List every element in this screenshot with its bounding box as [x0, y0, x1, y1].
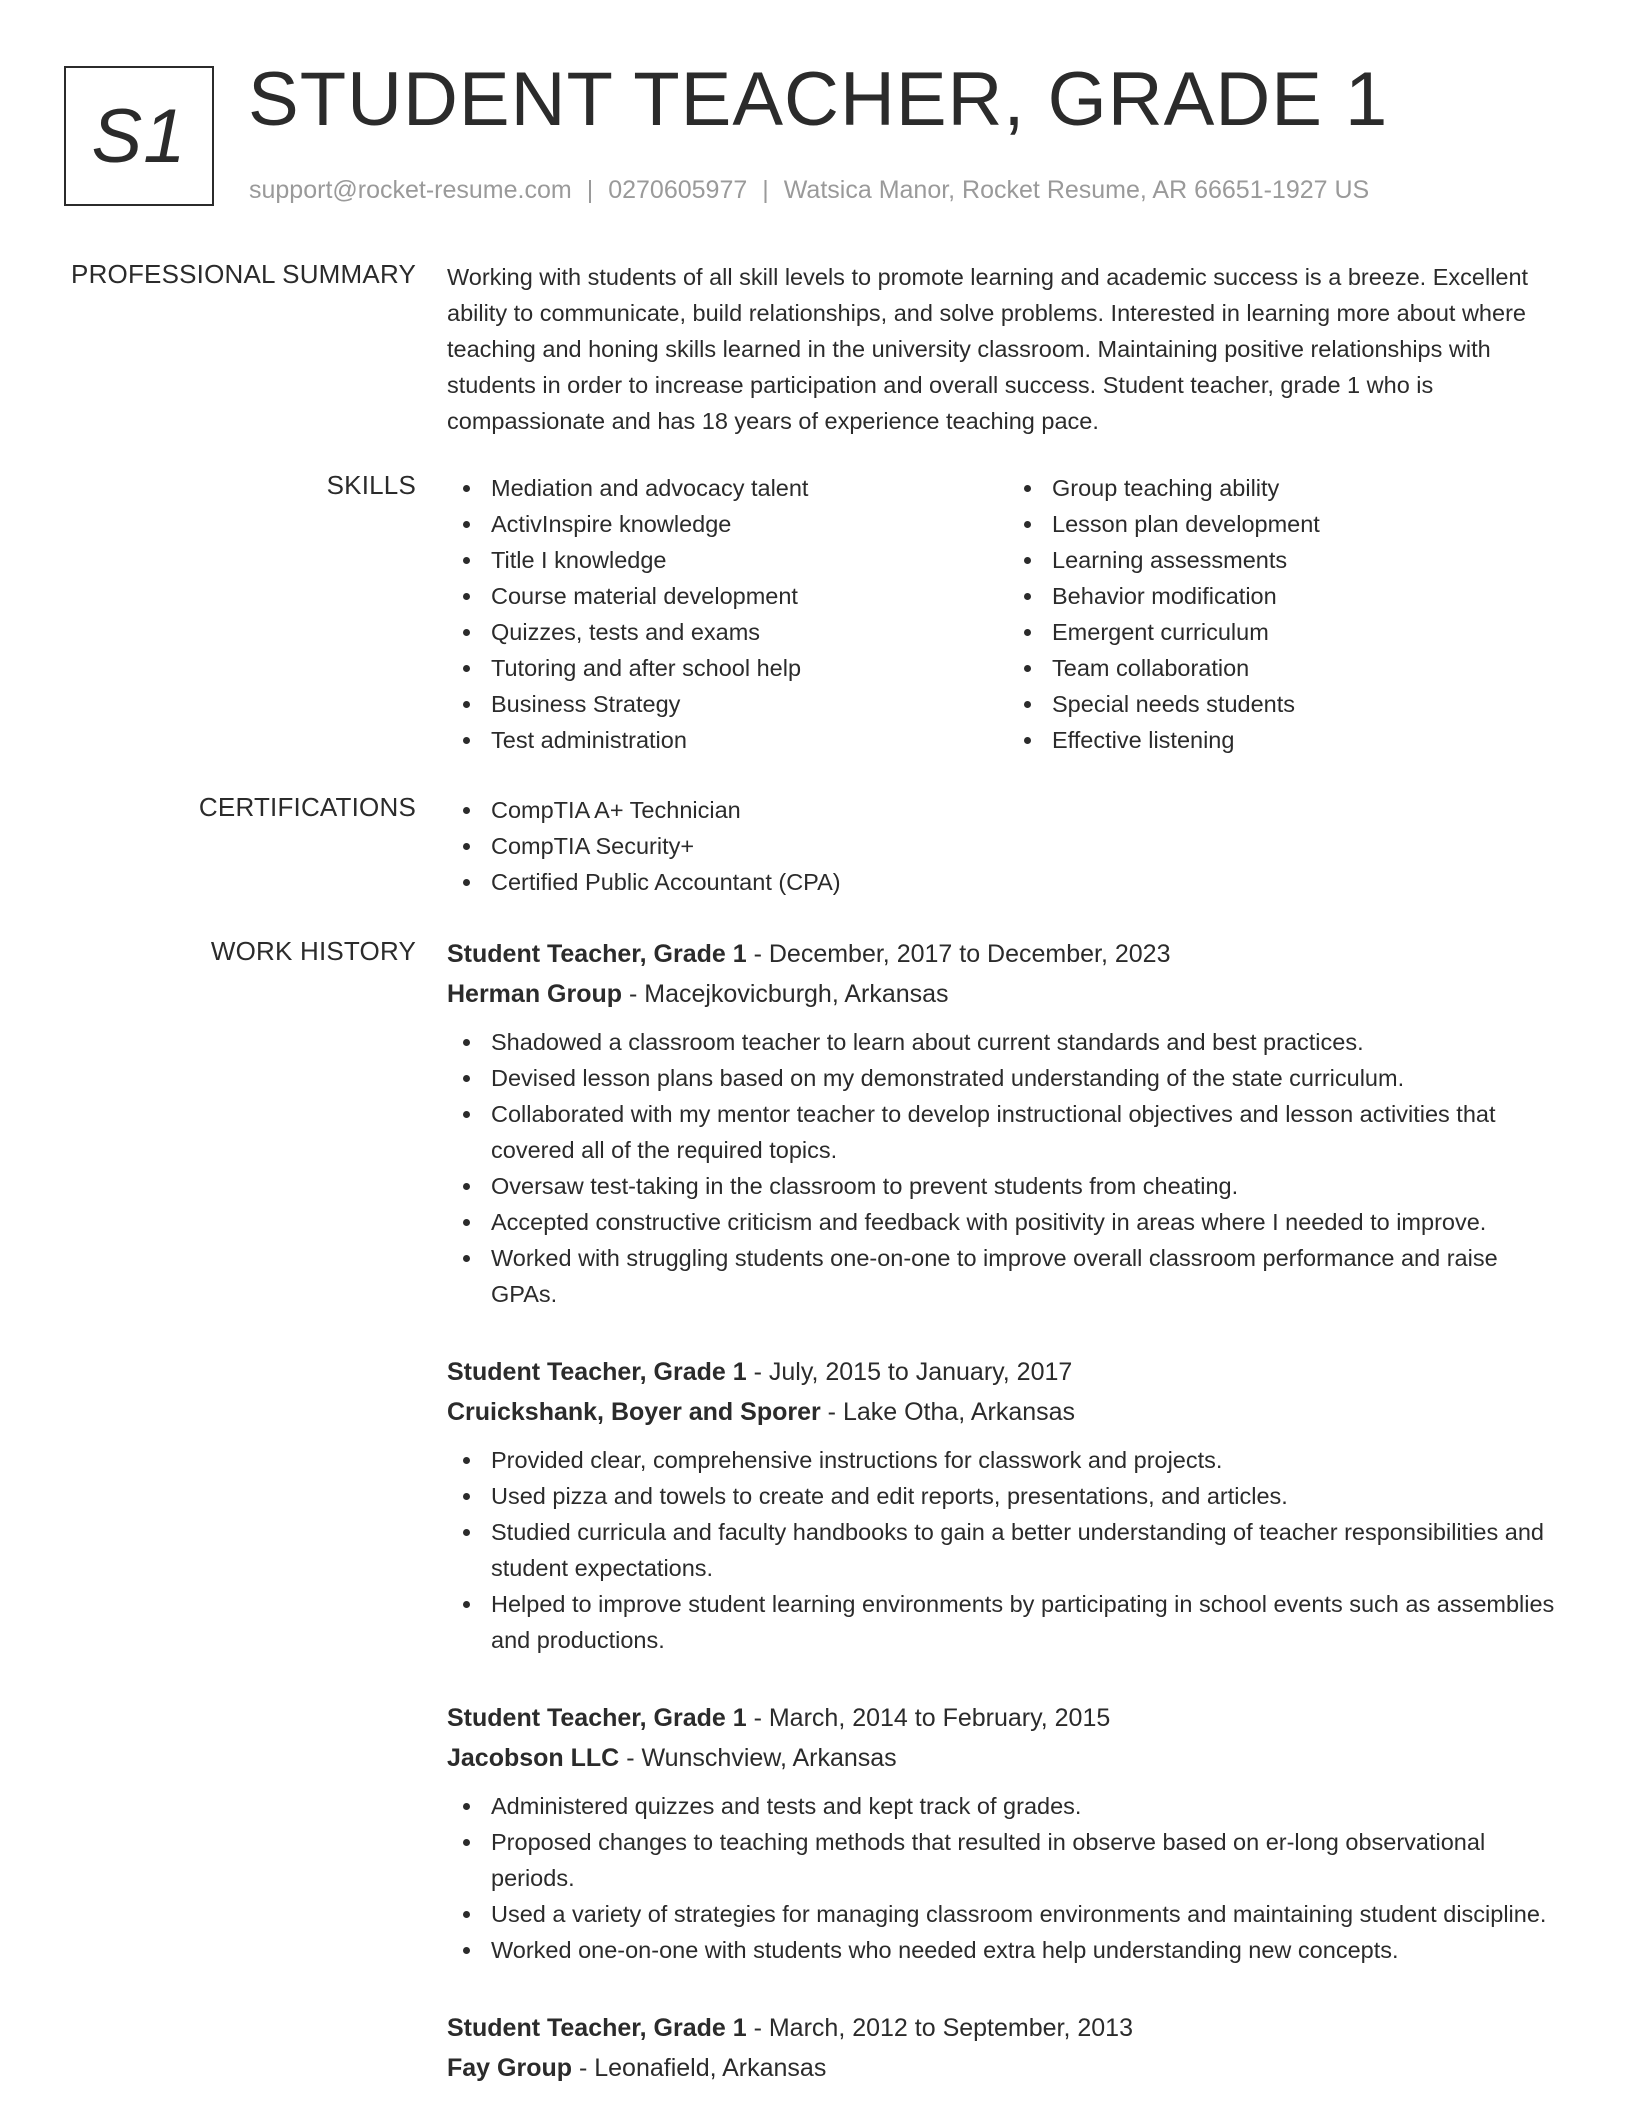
job-company-line — [447, 1738, 1569, 1778]
skill-item: Course material development — [491, 578, 1008, 614]
job-duty-item: Oversaw test-taking in the classroom to prevent students from cheating. — [491, 1168, 1569, 1204]
section-label-certifications: CERTIFICATIONS — [198, 792, 416, 822]
certification-item: Certified Public Accountant (CPA) — [491, 864, 1569, 900]
certifications-list — [447, 792, 1569, 900]
skill-item: Group teaching ability — [1052, 470, 1569, 506]
skill-item: ActivInspire knowledge — [491, 506, 1008, 542]
job-company: Fay Group — [447, 2054, 573, 2082]
skills-list-left — [447, 470, 1008, 758]
monogram-text: S1 — [91, 93, 187, 179]
job-title: Student Teacher, Grade 1 — [447, 1358, 747, 1386]
certification-item: CompTIA Security+ — [491, 828, 1569, 864]
skills-body — [447, 470, 1569, 758]
skill-item: Mediation and advocacy talent — [491, 470, 1008, 506]
skill-item: Business Strategy — [491, 686, 1008, 722]
job-company: Jacobson LLC — [447, 1744, 620, 1772]
job-duty-item: Proposed changes to teaching methods that resulted in observe based on er-long observational periods. — [491, 1824, 1569, 1896]
job-entry — [447, 2008, 1569, 2088]
skill-item: Quizzes, tests and exams — [491, 614, 1008, 650]
job-title-line — [447, 934, 1569, 974]
job-duty-item: Worked one-on-one with students who needed extra help understanding new concepts. — [491, 1932, 1569, 1968]
job-duties-list — [447, 1442, 1569, 1658]
job-location: - Macejkovicburgh, Arkansas — [622, 980, 949, 1008]
job-duty-item: Helped to improve student learning environments by participating in school events such as assemblies and productions. — [491, 1586, 1569, 1658]
job-duties-list — [447, 1788, 1569, 1968]
job-company-line — [447, 1392, 1569, 1432]
skill-item: Title I knowledge — [491, 542, 1008, 578]
skill-item: Effective listening — [1052, 722, 1569, 758]
job-dates: - July, 2015 to January, 2017 — [746, 1358, 1073, 1386]
job-duty-item: Administered quizzes and tests and kept track of grades. — [491, 1788, 1569, 1824]
job-title-line — [447, 2008, 1569, 2048]
skill-item: Behavior modification — [1052, 578, 1569, 614]
skills-columns — [447, 470, 1569, 758]
job-entry — [447, 1698, 1569, 1968]
monogram-badge — [64, 66, 214, 206]
contact-separator: | — [762, 176, 769, 204]
job-location: - Leonafield, Arkansas — [572, 2054, 827, 2082]
skill-item: Special needs students — [1052, 686, 1569, 722]
contact-phone: 0270605977 — [608, 176, 748, 204]
job-title: Student Teacher, Grade 1 — [447, 940, 747, 968]
skill-item: Lesson plan development — [1052, 506, 1569, 542]
skill-item: Learning assessments — [1052, 542, 1569, 578]
job-location: - Lake Otha, Arkansas — [820, 1398, 1076, 1426]
job-duty-item: Studied curricula and faculty handbooks to gain a better understanding of teacher responsibilities and student expectations. — [491, 1514, 1569, 1586]
job-company: Herman Group — [447, 980, 623, 1008]
summary-body — [447, 259, 1569, 439]
contact-email: support@rocket-resume.com — [249, 176, 572, 204]
certifications-body — [447, 792, 1569, 900]
contact-address: Watsica Manor, Rocket Resume, AR 66651-1927 US — [783, 176, 1370, 204]
job-dates: - December, 2017 to December, 2023 — [746, 940, 1171, 968]
job-duty-item: Shadowed a classroom teacher to learn about current standards and best practices. — [491, 1024, 1569, 1060]
summary-text: Working with students of all skill levels to promote learning and academic success is a breeze. Excellent ability to communicate, build relationships, and solve problems. Interested in learning more about where teaching and honing skills learned in the university classroom. Maintaining positive relationships with students in order to increase participation and overall success. Student teacher, grade 1 who is compassionate and has 18 years of experience teaching pace. — [447, 264, 1529, 434]
job-duty-item: Worked with struggling students one-on-one to improve overall classroom performance and raise GPAs. — [491, 1240, 1569, 1312]
job-duty-item: Collaborated with my mentor teacher to develop instructional objectives and lesson activities that covered all of the required topics. — [491, 1096, 1569, 1168]
job-duty-item: Devised lesson plans based on my demonstrated understanding of the state curriculum. — [491, 1060, 1569, 1096]
job-duty-item: Accepted constructive criticism and feedback with positivity in areas where I needed to improve. — [491, 1204, 1569, 1240]
job-duty-item: Used pizza and towels to create and edit reports, presentations, and articles. — [491, 1478, 1569, 1514]
skill-item: Test administration — [491, 722, 1008, 758]
contact-line — [249, 176, 1369, 205]
job-company-line — [447, 974, 1569, 1014]
skill-item: Team collaboration — [1052, 650, 1569, 686]
certification-item: CompTIA A+ Technician — [491, 792, 1569, 828]
job-duties-list — [447, 1024, 1569, 1312]
job-entry — [447, 1352, 1569, 1658]
job-entry — [447, 934, 1569, 1312]
job-duty-item: Used a variety of strategies for managing classroom environments and maintaining student discipline. — [491, 1896, 1569, 1932]
work-history-body — [447, 934, 1569, 2128]
job-dates: - March, 2012 to September, 2013 — [746, 2014, 1133, 2042]
job-location: - Wunschview, Arkansas — [619, 1744, 897, 1772]
resume-name: STUDENT TEACHER, GRADE 1 — [248, 57, 1389, 142]
job-company: Cruickshank, Boyer and Sporer — [447, 1398, 821, 1426]
job-company-line — [447, 2048, 1569, 2088]
skill-item: Emergent curriculum — [1052, 614, 1569, 650]
section-label-work-history: WORK HISTORY — [210, 936, 416, 966]
job-title-line — [447, 1352, 1569, 1392]
skill-item: Tutoring and after school help — [491, 650, 1008, 686]
contact-separator: | — [586, 176, 594, 204]
skills-list-right — [1008, 470, 1569, 758]
section-label-summary: PROFESSIONAL SUMMARY — [71, 259, 416, 289]
job-duty-item: Provided clear, comprehensive instructions for classwork and projects. — [491, 1442, 1569, 1478]
job-title: Student Teacher, Grade 1 — [447, 1704, 747, 1732]
job-title-line — [447, 1698, 1569, 1738]
job-dates: - March, 2014 to February, 2015 — [746, 1704, 1111, 1732]
section-label-skills: SKILLS — [326, 470, 416, 500]
job-title: Student Teacher, Grade 1 — [447, 2014, 747, 2042]
